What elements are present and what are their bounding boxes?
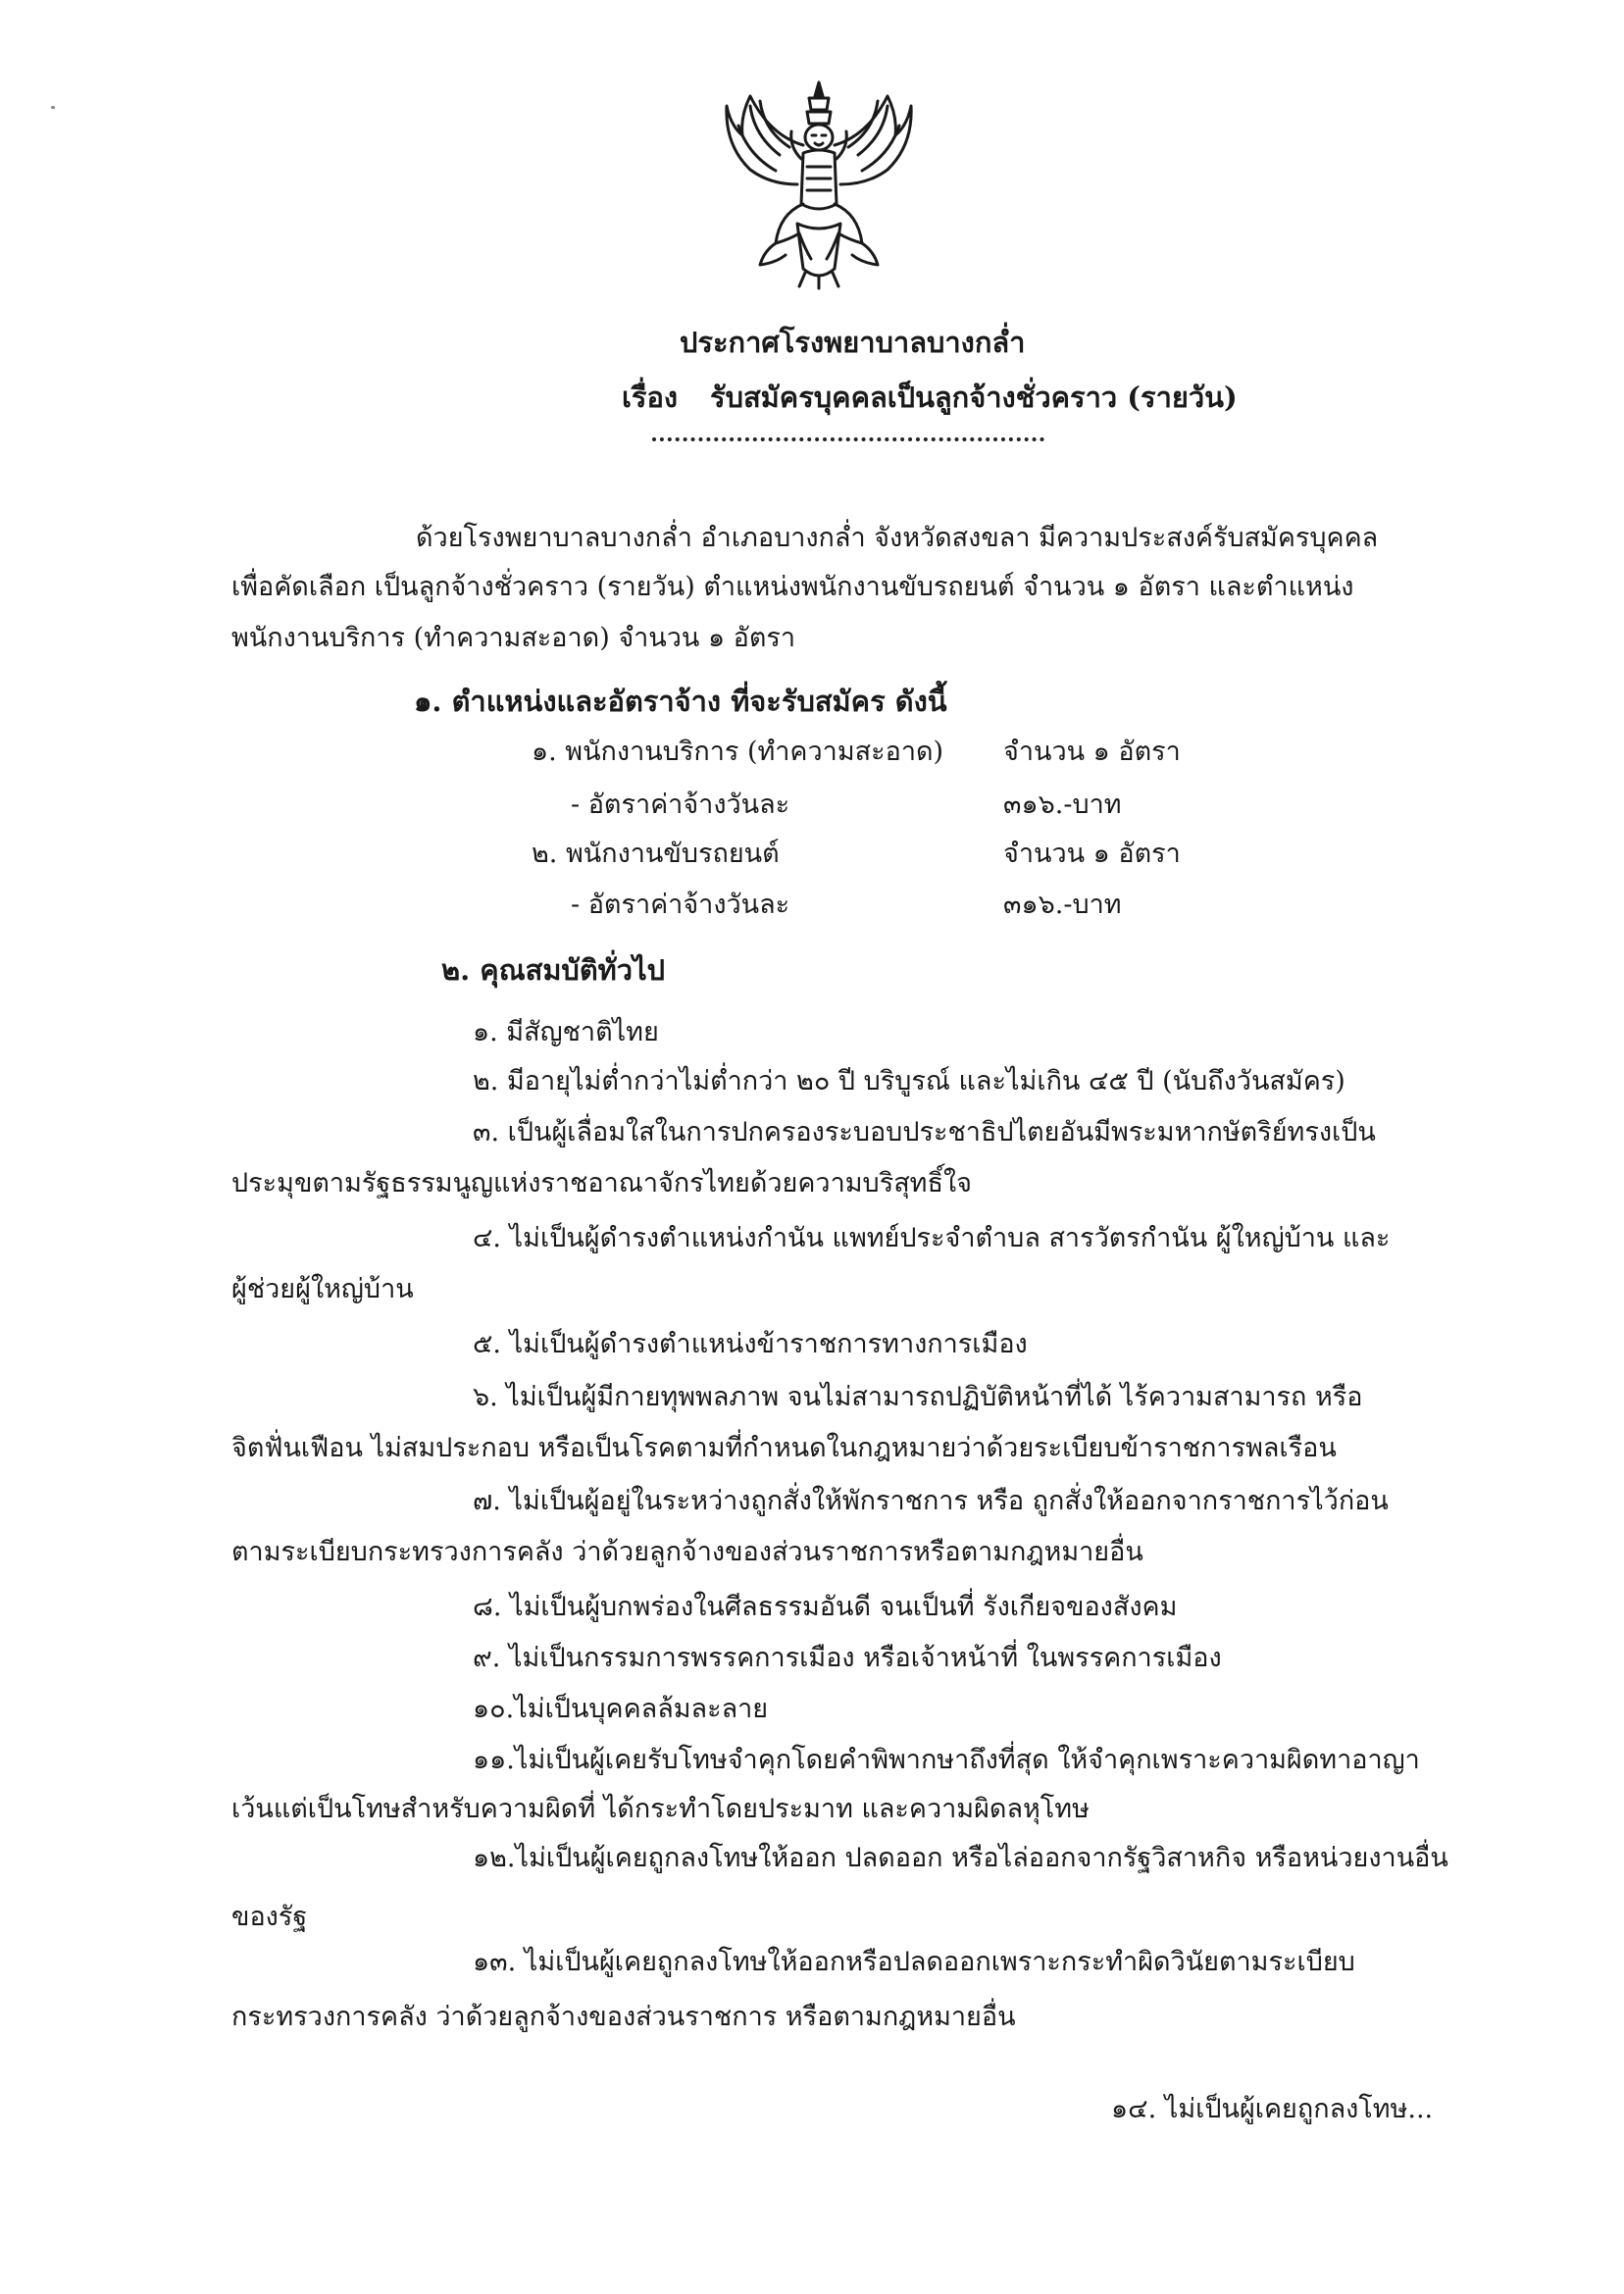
position-count: จำนวน ๑ อัตรา [1003, 737, 1181, 767]
subject-text: รับสมัครบุคคลเป็นลูกจ้างชั่วคราว (รายวัน) [710, 381, 1238, 414]
qualification-item-continuation: ผู้ช่วยผู้ใหญ่บ้าน [231, 1274, 414, 1304]
qualification-item: ๖. ไม่เป็นผู้มีกายทุพพลภาพ จนไม่สามารถปฏิบัติหน้าที่ได้ ไร้ความสามารถ หรือ [473, 1382, 1363, 1412]
garuda-emblem [721, 76, 917, 292]
qualification-item-continuation: กระทรวงการคลัง ว่าด้วยลูกจ้างของส่วนราชการ หรือตามกฎหมายอื่น [231, 2002, 1016, 2032]
intro-line-2: เพื่อคัดเลือก เป็นลูกจ้างชั่วคราว (รายวัน) ตำแหน่งพนักงานขับรถยนต์ จำนวน ๑ อัตรา และตำแหน่ง [231, 572, 1354, 602]
qualification-item: ๑๐.ไม่เป็นบุคคลล้มละลาย [473, 1694, 769, 1724]
qualification-item: ๔. ไม่เป็นผู้ดำรงตำแหน่งกำนัน แพทย์ประจำตำบล สารวัตรกำนัน ผู้ใหญ่บ้าน และ [473, 1223, 1391, 1253]
qualification-item-continuation: ตามระเบียบกระทรวงการคลัง ว่าด้วยลูกจ้างของส่วนราชการหรือตามกฎหมายอื่น [231, 1537, 1143, 1567]
section1-heading: ๑. ตำแหน่งและอัตราจ้าง ที่จะรับสมัคร ดังนี้ [414, 685, 947, 718]
qualification-item: ๑๒.ไม่เป็นผู้เคยถูกลงโทษให้ออก ปลดออก หรือไล่ออกจากรัฐวิสาหกิจ หรือหน่วยงานอื่น [473, 1843, 1448, 1873]
qualification-item: ๓. เป็นผู้เลื่อมใสในการปกครองระบอบประชาธิปไตยอันมีพระมหากษัตริย์ทรงเป็น [473, 1117, 1376, 1147]
subject-label: เรื่อง [622, 381, 679, 414]
position-title: ๑. พนักงานบริการ (ทำความสะอาด) [532, 737, 944, 767]
qualification-item: ๑. มีสัญชาติไทย [473, 1017, 659, 1047]
continuation-note: ๑๔. ไม่เป็นผู้เคยถูกลงโทษ... [1111, 2094, 1434, 2124]
rate-label: - อัตราค่าจ้างวันละ [571, 890, 790, 920]
qualification-item: ๘. ไม่เป็นผู้บกพร่องในศีลธรรมอันดี จนเป็นที่ รังเกียจของสังคม [473, 1592, 1178, 1622]
qualification-item: ๑๓. ไม่เป็นผู้เคยถูกลงโทษให้ออกหรือปลดออกเพราะกระทำผิดวินัยตามระเบียบ [473, 1947, 1355, 1977]
qualification-item-continuation: ของรัฐ [231, 1902, 308, 1932]
announcement-title: ประกาศโรงพยาบาลบางกล่ำ [680, 326, 1026, 359]
section2-heading: ๒. คุณสมบัติทั่วไป [441, 953, 666, 987]
qualification-item: ๙. ไม่เป็นกรรมการพรรคการเมือง หรือเจ้าหน้าที่ ในพรรคการเมือง [473, 1643, 1222, 1673]
position-count: จำนวน ๑ อัตรา [1003, 839, 1181, 869]
rate-value: ๓๑๖.-บาท [1003, 790, 1122, 820]
qualification-item-continuation: จิตฟั่นเฟือน ไม่สมประกอบ หรือเป็นโรคตามที่กำหนดในกฎหมายว่าด้วยระเบียบข้าราชการพลเรือน [231, 1433, 1337, 1463]
intro-line-3: พนักงานบริการ (ทำความสะอาด) จำนวน ๑ อัตรา [231, 623, 796, 653]
intro-line-1: ด้วยโรงพยาบาลบางกล่ำ อำเภอบางกล่ำ จังหวัดสงขลา มีความประสงค์รับสมัครบุคคล [416, 523, 1379, 553]
scan-speck [51, 106, 55, 109]
dotted-divider [652, 437, 1044, 441]
qualification-item: ๕. ไม่เป็นผู้ดำรงตำแหน่งข้าราชการทางการเมือง [473, 1329, 1028, 1359]
rate-value: ๓๑๖.-บาท [1003, 890, 1122, 920]
qualification-item: ๗. ไม่เป็นผู้อยู่ในระหว่างถูกสั่งให้พักราชการ หรือ ถูกสั่งให้ออกจากราชการไว้ก่อน [473, 1486, 1389, 1516]
qualification-item: ๒. มีอายุไม่ต่ำกว่าไม่ต่ำกว่า ๒๐ ปี บริบูรณ์ และไม่เกิน ๔๕ ปี (นับถึงวันสมัคร) [473, 1066, 1345, 1096]
rate-label: - อัตราค่าจ้างวันละ [571, 790, 790, 820]
position-title: ๒. พนักงานขับรถยนต์ [532, 839, 780, 869]
qualification-item-continuation: เว้นแต่เป็นโทษสำหรับความผิดที่ ได้กระทำโดยประมาท และความผิดลหุโทษ [231, 1794, 1090, 1824]
qualification-item: ๑๑.ไม่เป็นผู้เคยรับโทษจำคุกโดยคำพิพากษาถึงที่สุด ให้จำคุกเพราะความผิดทาอาญา [473, 1745, 1420, 1775]
qualification-item-continuation: ประมุขตามรัฐธรรมนูญแห่งราชอาณาจักรไทยด้วยความบริสุทธิ์ใจ [231, 1168, 972, 1198]
